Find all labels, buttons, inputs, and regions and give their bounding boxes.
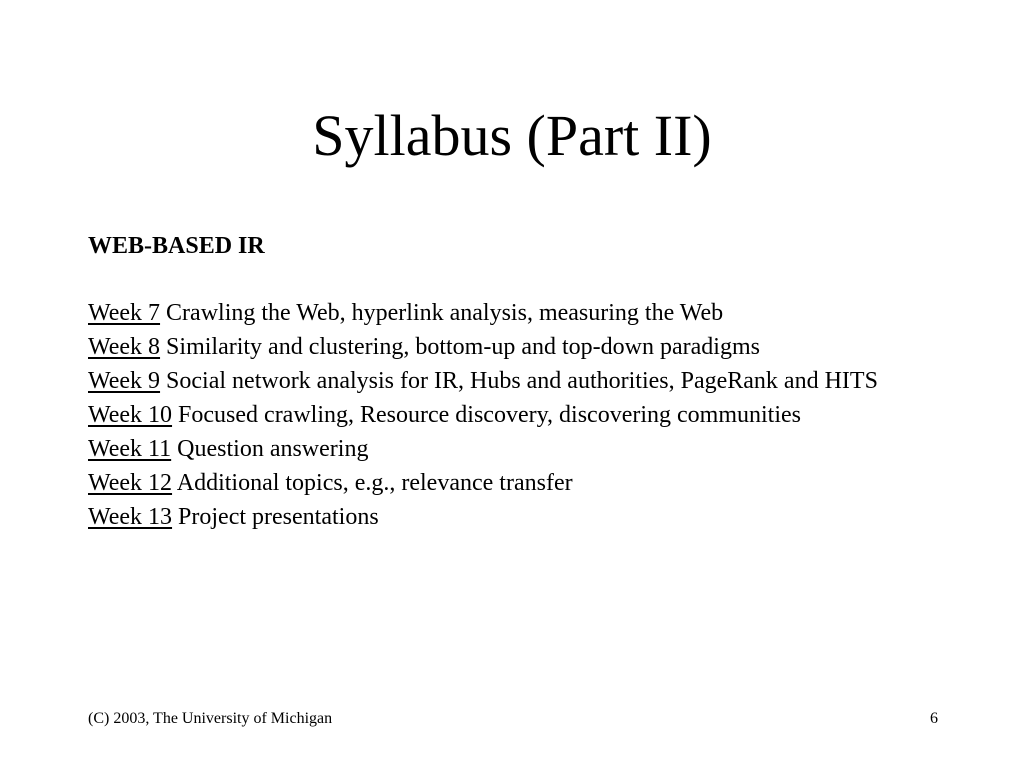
week-10-topic: Focused crawling, Resource discovery, discovering communities (178, 402, 802, 428)
week-11-topic: Question answering (177, 436, 369, 462)
week-list (88, 296, 968, 534)
footer-copyright: (C) 2003, The University of Michigan (88, 710, 333, 727)
week-11-link[interactable]: Week 11 (88, 436, 172, 462)
week-7-topic: Crawling the Web, hyperlink analysis, measuring the Web (166, 300, 724, 326)
slide-title: Syllabus (Part II) (312, 103, 712, 168)
week-item-11 (88, 432, 968, 466)
week-8-link[interactable]: Week 8 (88, 334, 161, 360)
week-12-topic: Additional topics, e.g., relevance transfer (176, 470, 573, 496)
week-item-12 (88, 466, 968, 500)
week-item-13 (88, 500, 968, 534)
week-13-link[interactable]: Week 13 (88, 504, 173, 530)
week-10-link[interactable]: Week 10 (88, 402, 173, 428)
week-item-8 (88, 330, 968, 364)
week-13-topic: Project presentations (178, 504, 379, 530)
week-item-7 (88, 296, 968, 330)
slide-number: 6 (930, 710, 938, 727)
week-item-10 (88, 398, 968, 432)
week-item-9 (88, 364, 968, 398)
week-7-link[interactable]: Week 7 (88, 300, 161, 326)
week-12-link[interactable]: Week 12 (88, 470, 173, 496)
week-8-topic: Similarity and clustering, bottom-up and top-down paradigms (166, 334, 760, 360)
section-heading: WEB-BASED IR (88, 233, 265, 259)
week-9-link[interactable]: Week 9 (88, 368, 161, 394)
week-9-topic: Social network analysis for IR, Hubs and authorities, PageRank and HITS (166, 368, 878, 394)
